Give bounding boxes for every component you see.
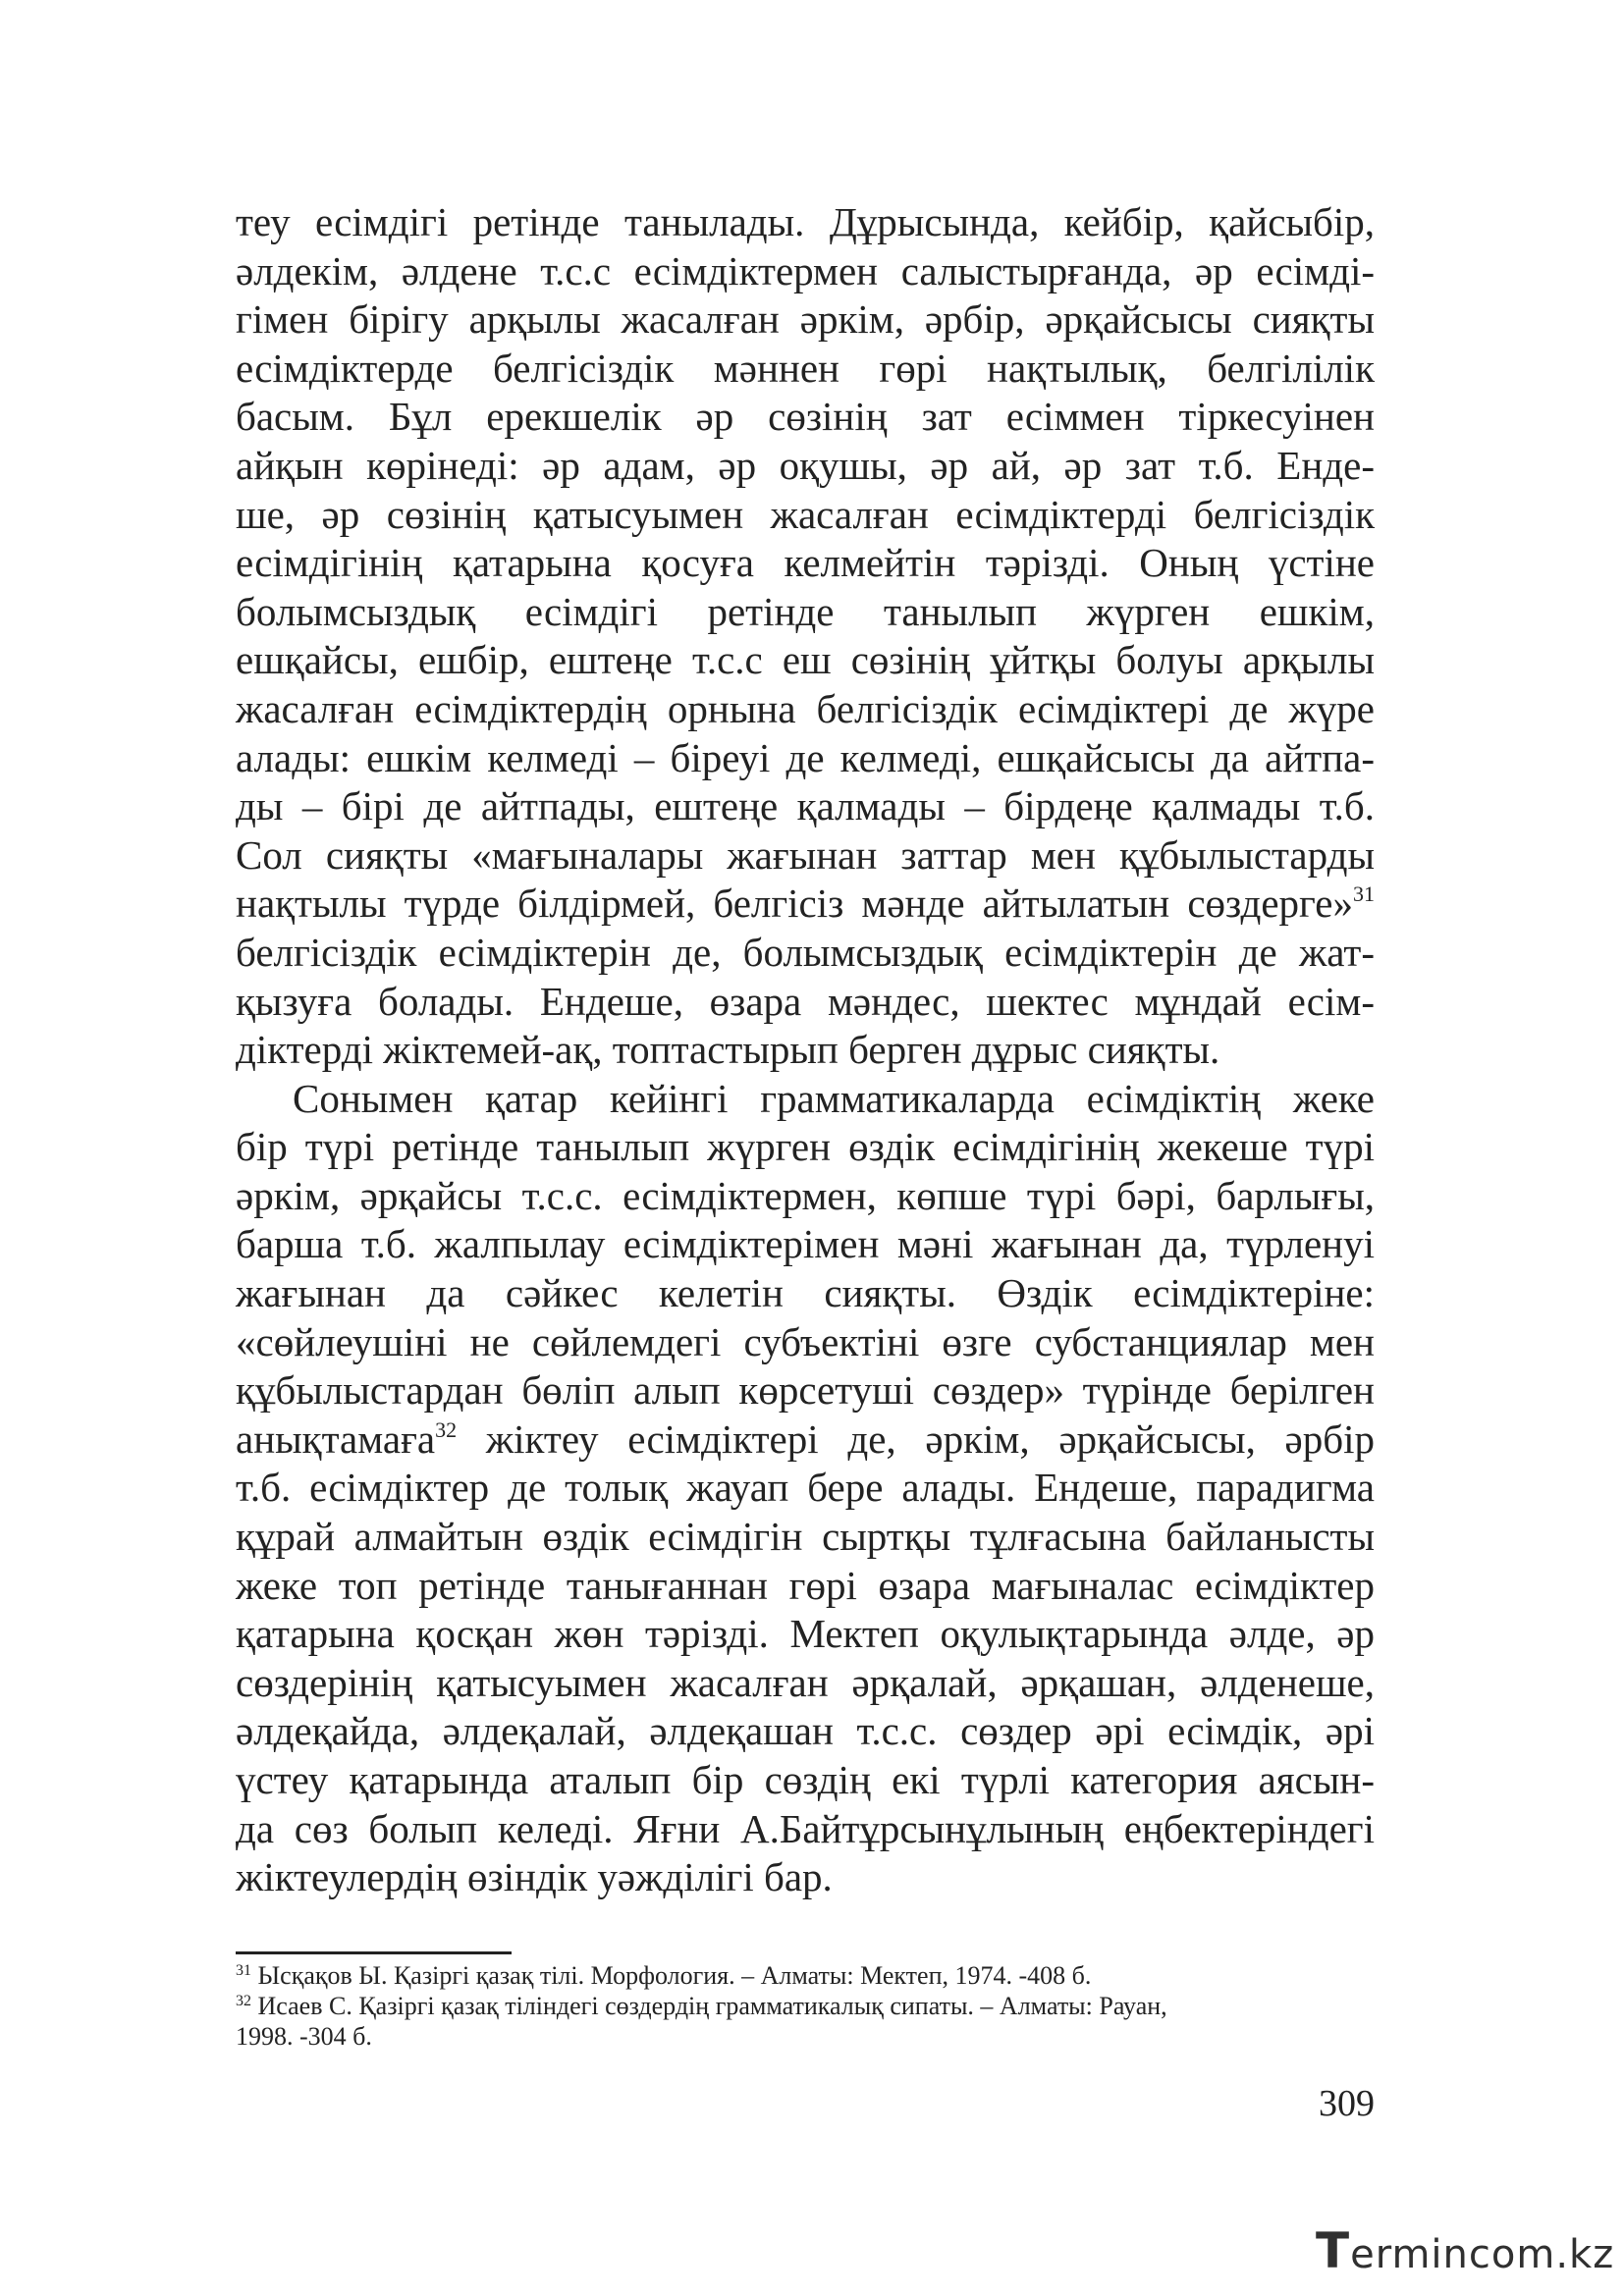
footnote-number: 31 [236,1962,251,1979]
watermark-o: o [1490,2232,1517,2277]
line-text: бір түрі ретінде танылып жүрген өздік есімдігінің жекеше түрі [236,1124,1375,1170]
text-line [236,978,1375,1027]
line-text: қатарына қосқан жөн тәрізді. Мектеп оқулықтарында әлде, әр [236,1611,1375,1657]
line-text: «сөйлеушіні не сөйлемдегі субъектіні өзге субстанциялар мен [236,1318,1375,1364]
line-text: құрай алмайтын өздік есімдігін сыртқы тұлғасына байланысты [236,1514,1375,1560]
line-text: сөздерінің қатысуымен жасалған әрқалай, әрқашан, әлденеше, [236,1659,1375,1705]
line-text: айқын көрінеді: әр адам, әр оқушы, әр ай, әр зат т.б. Енде- [236,442,1375,488]
text-line [236,1464,1375,1513]
text-line [236,1415,1375,1465]
line-text: ше, әр сөзінің қатысуымен жасалған есімдіктерді белгісіздік [236,491,1375,537]
text-line [236,1318,1375,1367]
line-text: есімдіктерде белгісіздік мәннен гөрі нақтылық, белгілілік [236,345,1375,391]
footnote-text: 1998. -304 б. [236,2022,372,2051]
text-line [236,1220,1375,1269]
text-line [236,295,1375,345]
text-line [236,636,1375,685]
watermark-tail: m.kz [1516,2232,1615,2277]
line-text: анықтамаға [236,1415,436,1462]
text-line [236,198,1375,247]
line-text: әркім, әрқайсы т.с.с. есімдіктермен, көпше түрі бәрі, барлығы, [236,1172,1375,1218]
footnote-reference: 32 [435,1416,458,1442]
line-text: белгісіздік есімдіктерін де, болымсыздық есімдіктерін де жат- [236,929,1375,975]
text-line [236,1853,1375,1902]
text-line [236,1123,1375,1172]
text-line [236,588,1375,637]
footnote-text: Исаев С. Қазіргі қазақ тіліндегі сөздердің грамматикалық сипаты. – Алматы: Рауан, [257,1992,1167,2020]
text-line [236,1026,1375,1075]
text-line [236,1366,1375,1415]
page-number: 309 [1319,2083,1375,2124]
text-line [236,345,1375,394]
line-text: гімен бірігу арқылы жасалған әркім, әрбір, әрқайсысы сияқты [236,296,1375,343]
text-line [236,393,1375,442]
line-text: қызуға болады. Ендеше, өзара мәндес, шектес мұндай есім- [236,978,1375,1024]
text-line [236,247,1375,296]
line-text-continued: жіктеу есімдіктері де, әркім, әрқайсысы, әрбір [457,1415,1375,1462]
line-text: үстеу қатарында аталып бір сөздің екі түрлі категория аясын- [236,1757,1375,1802]
footnote-line [236,1960,1375,1991]
text-line [236,831,1375,881]
footnote-line [236,2021,1375,2052]
line-text: ды – бірі де айтпады, ештеңе қалмады – бірдеңе қалмады т.б. [236,783,1375,829]
paragraph-2 [236,1075,1375,1902]
text-line [236,1172,1375,1221]
line-text: алады: ешкім келмеді – біреуі де келмеді, ешқайсысы да айтпа- [236,734,1375,780]
terminkom-watermark [1316,2222,1615,2279]
watermark-text: erminc [1350,2232,1491,2277]
line-text: әлдекім, әлдене т.с.с есімдіктермен салыстырғанда, әр есімді- [236,247,1375,294]
footnotes [236,1960,1375,2052]
text-line [236,880,1375,929]
footnote-text: Ысқақов Ы. Қазіргі қазақ тілі. Морфология. – Алматы: Мектеп, 1974. -408 б. [257,1961,1092,1990]
text-line [236,1562,1375,1611]
line-text: жағынан да сәйкес келетін сияқты. Өздік есімдіктеріне: [236,1270,1375,1316]
line-text: Сонымен қатар кейінгі грамматикаларда есімдіктің жеке [293,1075,1375,1121]
footnote-line [236,1991,1375,2021]
text-line [236,442,1375,491]
watermark-initial: T [1316,2222,1351,2279]
text-line [236,1707,1375,1756]
line-text: әлдеқайда, әлдеқалай, әлдеқашан т.с.с. сөздер әрі есімдік, әрі [236,1708,1375,1754]
line-text: жасалған есімдіктердің орнына белгісіздік есімдіктері де жүре [236,685,1375,731]
paragraph-1 [236,198,1375,1075]
footnote-32 [236,1991,1375,2052]
footnote-divider [236,1951,512,1954]
text-line [236,1269,1375,1318]
text-line [236,1756,1375,1805]
text-line [236,491,1375,540]
footnote-reference: 31 [1353,881,1375,907]
line-text: жіктеулердің өзіндік уәжділігі бар. [236,1854,833,1900]
line-text: құбылыстардан бөліп алып көрсетуші сөздер» түрінде берілген [236,1367,1375,1414]
line-text: діктерді жіктемей-ақ, топтастырып берген дұрыс сияқты. [236,1027,1220,1073]
line-text: басым. Бұл ерекшелік әр сөзінің зат есіммен тіркесуінен [236,394,1375,440]
footnote-number: 32 [236,1993,251,2009]
line-text: болымсыздық есімдігі ретінде танылып жүрген ешкім, [236,588,1375,634]
line-text: Сол сияқты «мағыналары жағынан заттар мен құбылыстарды [236,831,1375,878]
line-text: т.б. есімдіктер де толық жауап бере алады. Ендеше, парадигма [236,1465,1375,1511]
text-line [236,929,1375,978]
line-text: теу есімдігі ретінде танылады. Дұрысында, кейбір, қайсыбір, [236,199,1375,244]
text-line [236,1659,1375,1708]
text-line [236,1610,1375,1659]
line-text: жеке топ ретінде танығаннан гөрі өзара мағыналас есімдіктер [236,1562,1375,1608]
footnote-31 [236,1960,1375,1991]
text-line [236,539,1375,588]
text-line [236,734,1375,783]
line-text: есімдігінің қатарына қосуға келмейтін тәрізді. Оның үстіне [236,540,1375,586]
text-line [236,1513,1375,1562]
text-line [236,782,1375,831]
line-text: ешқайсы, ешбір, ештеңе т.с.с еш сөзінің ұйтқы болуы арқылы [236,637,1375,683]
text-line [236,685,1375,734]
line-text: да сөз болып келеді. Яғни А.Байтұрсынұлының еңбектеріндегі [236,1805,1375,1851]
text-line [236,1805,1375,1854]
line-text: барша т.б. жалпылау есімдіктерімен мәні жағынан да, түрленуі [236,1221,1375,1267]
text-line [236,1075,1375,1124]
line-text: нақтылы түрде білдірмей, белгісіз мәнде айтылатын сөздерге» [236,881,1353,927]
body-text [236,198,1375,1902]
